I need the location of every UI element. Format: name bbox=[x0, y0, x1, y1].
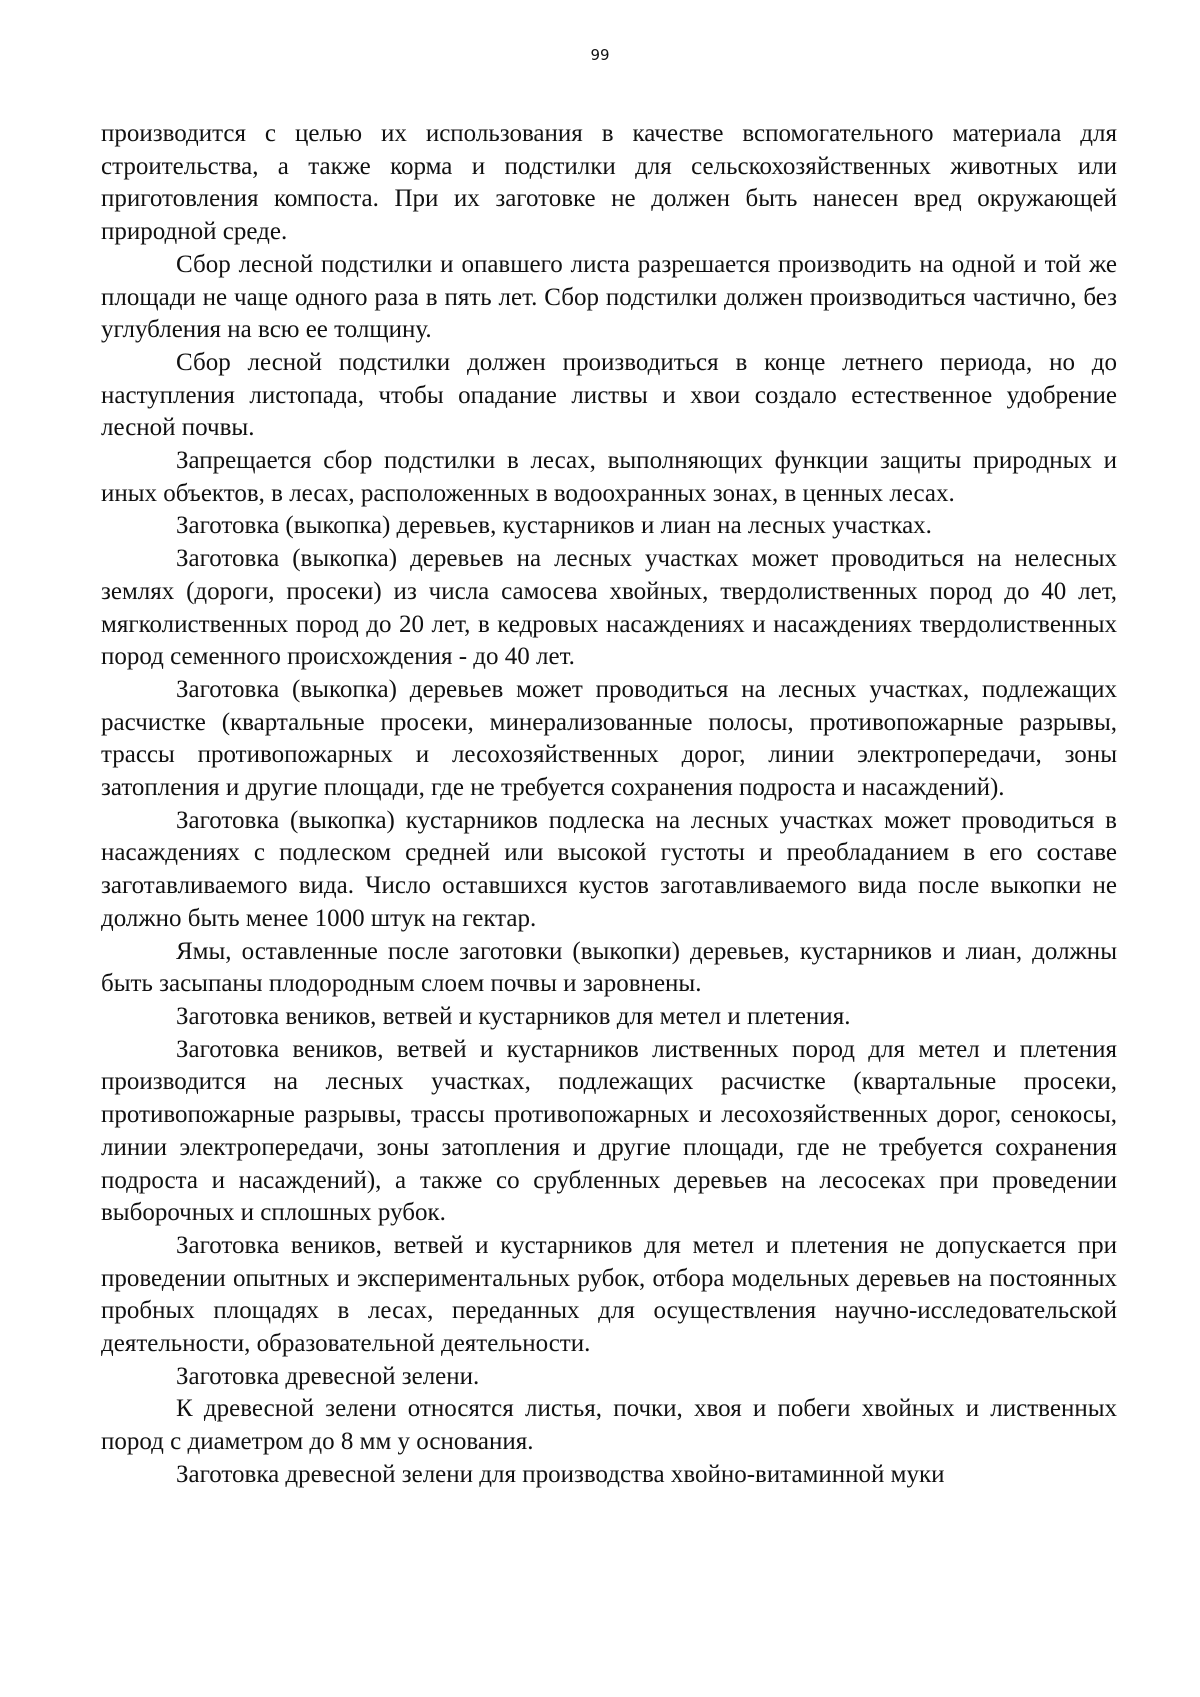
paragraph-4: Запрещается сбор подстилки в лесах, выполняющих функции защиты природных и иных объектов, в лесах, расположенных в водоохранных зонах, в ценных лесах. bbox=[101, 447, 1117, 507]
paragraph-8: Заготовка (выкопка) кустарников подлеска на лесных участках может проводиться в насаждениях с подлеском средней или высокой густоты и преобладанием в его составе заготавливаемого вида. Число оставшихся кустов заготавливаемого вида после выкопки не должно быть менее 1000 штук на гектар. bbox=[101, 806, 1117, 932]
paragraph-9: Ямы, оставленные после заготовки (выкопки) деревьев, кустарников и лиан, должны быть засыпаны плодородным слоем почвы и заровнены. bbox=[101, 937, 1117, 998]
paragraph-14: К древесной зелени относятся листья, почки, хвоя и побеги хвойных и лиственных пород с диаметром до 8 мм у основания. bbox=[101, 1395, 1117, 1456]
paragraph-3: Сбор лесной подстилки должен производиться в конце летнего периода, но до наступления листопада, чтобы опадание листвы и хвои создало естественное удобрение лесной почвы. bbox=[101, 348, 1117, 442]
paragraph-2: Сбор лесной подстилки и опавшего листа разрешается производить на одной и той же площади не чаще одного раза в пять лет. Сбор подстилки должен производиться частично, без углубления на всю ее толщину. bbox=[101, 250, 1117, 344]
document-body bbox=[101, 118, 1117, 1492]
paragraph-12: Заготовка веников, ветвей и кустарников для метел и плетения не допускается при проведении опытных и экспериментальных рубок, отбора модельных деревьев на постоянных пробных площадях в лесах, переданных для осуществления научно-исследовательской деятельности, образовательной деятельности. bbox=[101, 1231, 1117, 1358]
paragraph-15: Заготовка древесной зелени для производства хвойно-витаминной муки bbox=[176, 1460, 945, 1488]
page-number: 99 bbox=[590, 46, 610, 64]
section-heading-digging: Заготовка (выкопка) деревьев, кустарников и лиан на лесных участках. bbox=[176, 512, 932, 540]
paragraph-7: Заготовка (выкопка) деревьев может проводиться на лесных участках, подлежащих расчистке (квартальные просеки, минерализованные полосы, противопожарные разрывы, трассы противопожарных и лесохозяйственных дорог, линии электропередачи, зоны затопления и другие площади, где не требуется сохранения подроста и насаждений). bbox=[101, 675, 1117, 802]
paragraph-11: Заготовка веников, ветвей и кустарников лиственных пород для метел и плетения производится на лесных участках, подлежащих расчистке (квартальные просеки, противопожарные разрывы, трассы противопожарных и лесохозяйственных дорог, сенокосы, линии электропередачи, зоны затопления и другие площади, где не требуется сохранения подроста и насаждений), а также со срубленных деревьев на лесосеках при проведении выборочных и сплошных рубок. bbox=[101, 1035, 1117, 1227]
paragraph-6: Заготовка (выкопка) деревьев на лесных участках может проводиться на нелесных землях (дороги, просеки) из числа самосева хвойных, твердолиственных пород до 40 лет, мягколиственных пород до 20 лет, в кедровых насаждениях и насаждениях твердолиственных пород семенного происхождения - до 40 лет. bbox=[101, 545, 1117, 671]
section-heading-greenery: Заготовка древесной зелени. bbox=[176, 1362, 480, 1390]
section-heading-brooms: Заготовка веников, ветвей и кустарников для метел и плетения. bbox=[176, 1002, 851, 1030]
paragraph-1: производится с целью их использования в качестве вспомогательного материала для строительства, а также корма и подстилки для сельскохозяйственных животных или приготовления компоста. При их заготовке не должен быть нанесен вред окружающей природной среде. bbox=[101, 120, 1117, 246]
